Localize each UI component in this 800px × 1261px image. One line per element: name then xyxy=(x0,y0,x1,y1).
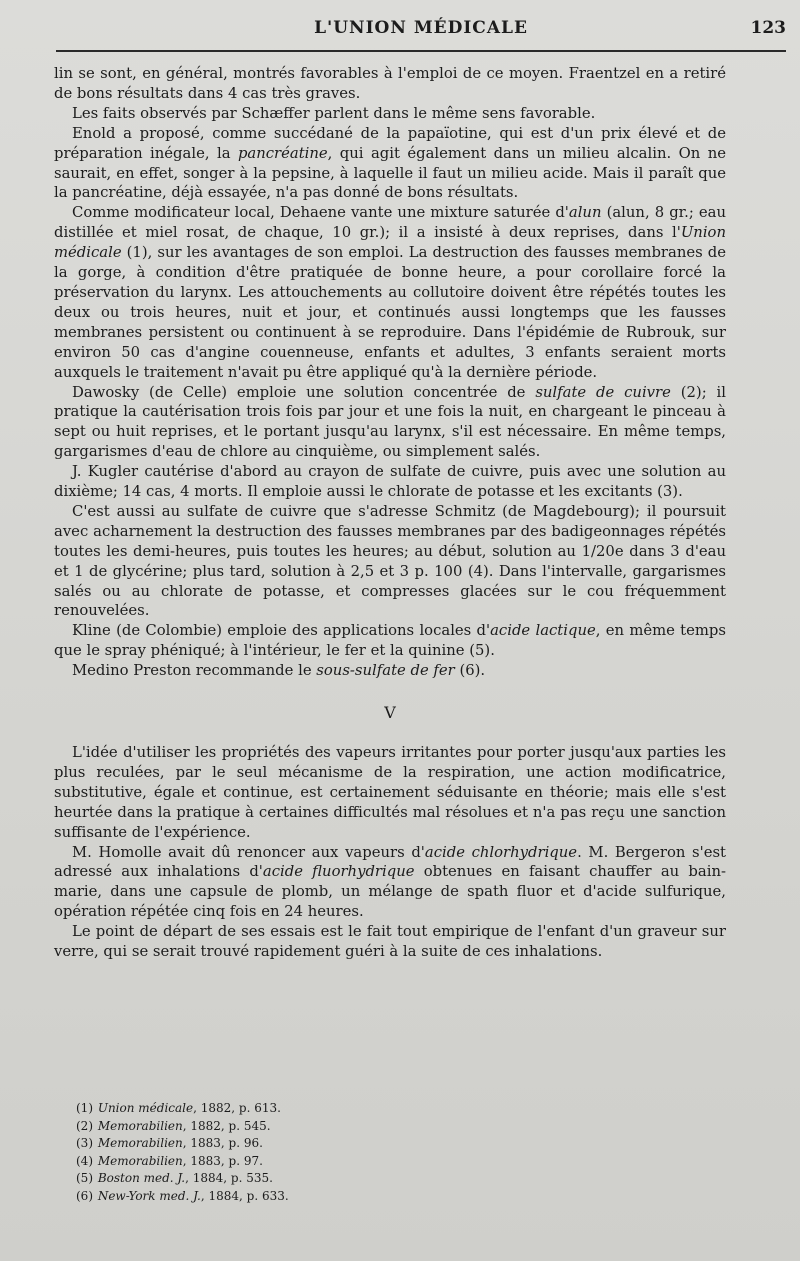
paragraph xyxy=(54,843,726,923)
section-heading: V xyxy=(384,703,396,723)
paragraphs-part-2 xyxy=(54,743,726,962)
text-run: Les faits observés par Schæffer parlent dans le même sens favorable. xyxy=(72,104,596,122)
footnote-source: Union médicale xyxy=(97,1101,194,1115)
paragraph xyxy=(54,383,726,463)
journal-title: L'UNION MÉDICALE xyxy=(314,18,528,38)
paragraph xyxy=(54,922,726,962)
footnote-number: (2) xyxy=(76,1118,93,1133)
text-run: Kline (de Colombie) emploie des applications locales d' xyxy=(72,622,491,640)
footnote-source: New-York med. J. xyxy=(97,1188,201,1203)
italic-text: sous-sulfate de fer xyxy=(316,662,455,680)
text-run: (alun, 8 gr.; eau distillée et miel rosat, de chaque, 10 gr.); il a insisté à deux reprises, dans l' xyxy=(54,204,726,242)
footnote-number: (3) xyxy=(76,1136,93,1151)
footnote-source: Memorabilien xyxy=(97,1136,183,1151)
footnote xyxy=(76,1100,596,1118)
text-run: Le point de départ de ses essais est le fait tout empirique de l'enfant d'un graveur sur verre, qui se serait trouvé rapidement guéri à la suite de ces inhalations. xyxy=(54,923,726,961)
footnote xyxy=(76,1188,596,1206)
body-text xyxy=(54,64,726,962)
text-run: Enold a proposé, comme succédané de la papaïotine, qui est d'un prix élevé et de préparation inégale, la xyxy=(54,124,726,162)
text-run: (2); il pratique la cautérisation trois fois par jour et une fois la nuit, en chargeant le pinceau à sept ou huit reprises, et le portant jusqu'au larynx, s'il est nécessaire. En même temps, gargarismes d'eau de chlore au cinquième, ou simplement salés. xyxy=(54,383,727,461)
text-run: (1), sur les avantages de son emploi. La destruction des fausses membranes de la gorge, à condition d'être pratiquée de bonne heure, a pour corollaire forcé la préservation du larynx. Les attouchements au collutoire doivent être répétés toutes les deux ou trois heures, nuit et jour, et continués aussi longtemps que les fausses membranes persistent ou continuent à se reproduire. Dans l'épidémie de Rubrouk, sur environ 50 cas d'angine couenneuse, enfants et adultes, 3 enfants seraient morts auxquels le traitement n'avait pu être appliqué qu'à la dernière période. xyxy=(54,244,726,381)
text-run: Medino Preston recommande le xyxy=(72,662,317,680)
paragraph xyxy=(54,661,726,681)
footnote-reference: , 1883, p. 97. xyxy=(182,1153,263,1168)
footnote-reference: , 1882, p. 613. xyxy=(193,1101,281,1115)
italic-text: alun xyxy=(568,204,602,222)
paragraph xyxy=(54,621,726,661)
text-run: , en même temps que le spray phéniqué; à l'intérieur, le fer et la quinine (5). xyxy=(54,622,726,660)
footnote-number: (6) xyxy=(76,1188,93,1203)
paragraph xyxy=(54,64,726,104)
text-run: , qui agit également dans un milieu alcalin. On ne saurait, en effet, songer à la pepsine, à laquelle il faut un milieu acide. Mais il paraît que la pancréatine, déjà essayée, n'a pas donné de bons résultats. xyxy=(54,144,726,202)
footnote-reference: , 1883, p. 96. xyxy=(182,1136,263,1151)
footnote-number: (4) xyxy=(76,1153,93,1168)
paragraph xyxy=(54,462,726,502)
footnote-reference: , 1882, p. 545. xyxy=(182,1118,271,1133)
text-run: C'est aussi au sulfate de cuivre que s'adresse Schmitz (de Magdebourg); il poursuit avec acharnement la destruction des fausses membranes par des badigeonnages répétés toutes les demi-heures, puis toutes les heures; au début, solution au 1/20e dans 3 d'eau et 1 de glycérine; plus tard, solution à 2,5 et 3 p. 100 (4). Dans l'intervalle, gargarismes salés ou au chlorate de potasse, et compresses glacées sur le cou fréquemment renouvelées. xyxy=(54,502,726,620)
footnote-source: Memorabilien xyxy=(97,1118,183,1133)
italic-text: acide chlorhydrique xyxy=(424,843,578,861)
footnotes xyxy=(76,1100,596,1206)
italic-text: sulfate de cuivre xyxy=(535,383,671,401)
italic-text: pancréatine xyxy=(237,144,328,162)
text-run: M. Homolle avait dû renoncer aux vapeurs d' xyxy=(72,843,425,861)
paragraphs-part-1 xyxy=(54,64,726,681)
paragraph xyxy=(54,743,726,843)
italic-text: Union médicale xyxy=(54,224,726,262)
paragraph xyxy=(54,104,726,124)
page-number: 123 xyxy=(750,18,786,38)
italic-text: acide fluorhydrique xyxy=(262,863,415,881)
footnote-reference: , 1884, p. 535. xyxy=(185,1171,273,1186)
text-run: Dawosky (de Celle) emploie une solution concentrée de xyxy=(72,383,536,401)
footnote xyxy=(76,1135,596,1153)
footnote-reference: , 1884, p. 633. xyxy=(200,1188,289,1203)
header-rule xyxy=(56,50,786,52)
footnote-number: (1) xyxy=(76,1101,93,1115)
text-run: lin se sont, en général, montrés favorables à l'emploi de ce moyen. Fraentzel en a retiré de bons résultats dans 4 cas très graves. xyxy=(54,65,726,102)
text-run: (6). xyxy=(454,662,486,680)
footnote-source: Memorabilien xyxy=(97,1153,183,1168)
running-header xyxy=(56,18,786,44)
footnote xyxy=(76,1153,596,1171)
text-run: . M. Bergeron s'est adressé aux inhalations d' xyxy=(54,843,726,881)
text-run: L'idée d'utiliser les propriétés des vapeurs irritantes pour porter jusqu'aux parties les plus reculées, par le seul mécanisme de la respiration, une action modificatrice, substitutive, égale et continue, est certainement séduisante en théorie; mais elle s'est heurtée dans la pratique à certaines difficultés mal résolues et n'a pas reçu une sanction suffisante de l'expérience. xyxy=(54,744,726,841)
text-run: J. Kugler cautérise d'abord au crayon de sulfate de cuivre, puis avec une solution au dixième; 14 cas, 4 morts. Il emploie aussi le chlorate de potasse et les excitants (3). xyxy=(54,463,726,501)
text-run: obtenues en faisant chauffer au bain-marie, dans une capsule de plomb, un mélange de spath fluor et d'acide sulfurique, opération répétée cinq fois en 24 heures. xyxy=(54,863,726,921)
footnote-source: Boston med. J. xyxy=(97,1171,186,1186)
footnote xyxy=(76,1170,596,1188)
text-run: Comme modificateur local, Dehaene vante une mixture saturée d' xyxy=(72,204,569,222)
footnote-number: (5) xyxy=(76,1171,93,1186)
footnote xyxy=(76,1118,596,1136)
paragraph xyxy=(54,203,726,382)
paragraph xyxy=(54,124,726,204)
paragraph xyxy=(54,502,726,621)
italic-text: acide lactique xyxy=(490,622,596,640)
